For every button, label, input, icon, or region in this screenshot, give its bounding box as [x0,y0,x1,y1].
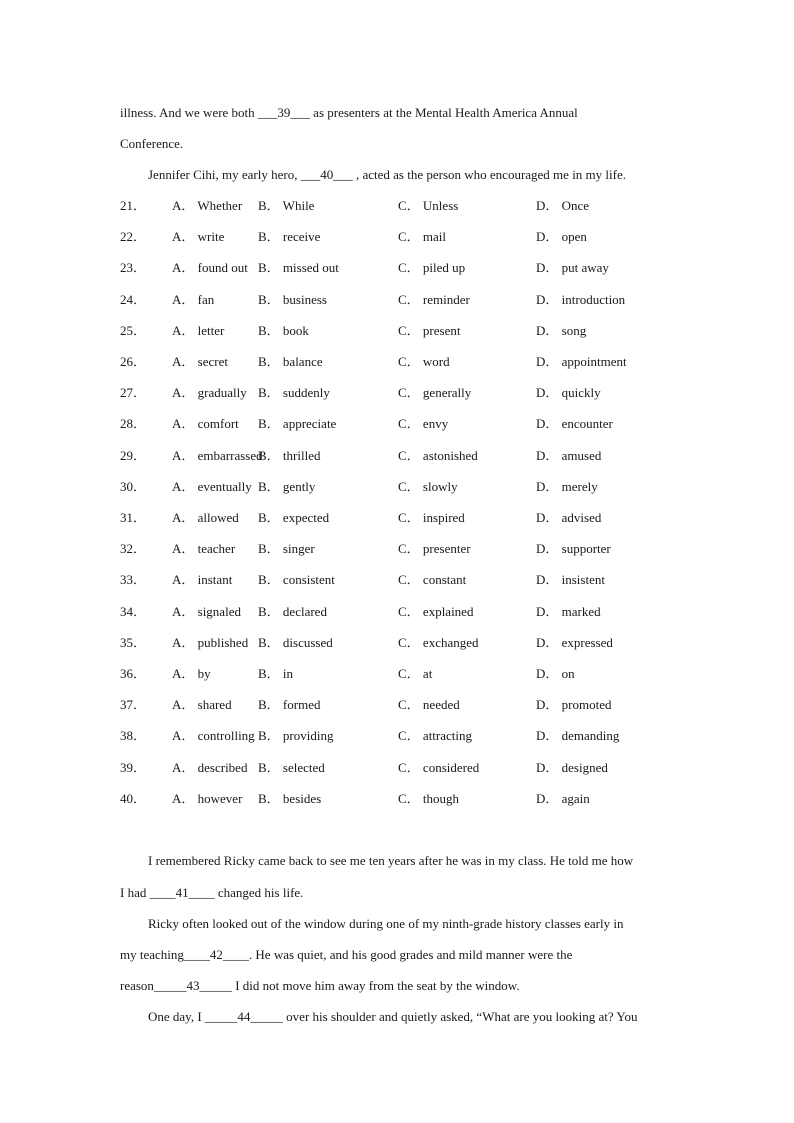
question-row [120,448,680,464]
option-a: A． by [172,666,211,681]
option-c: C． constant [398,572,467,587]
passage2-p3-line1 [148,1009,637,1025]
question-number: 35． [120,635,147,650]
option-b: B． missed out [258,260,339,275]
question-number: 37． [120,697,147,712]
option-b: B． formed [258,697,321,712]
question-number: 33． [120,572,147,587]
passage1-line3 [148,167,626,183]
question-row [120,385,680,401]
text-segment: my teaching [120,947,184,962]
option-d: D． appointment [536,354,627,369]
option-d: D． demanding [536,728,620,743]
option-a: A． write [172,229,225,244]
option-b: B． appreciate [258,416,337,431]
option-a: A． letter [172,323,225,338]
option-c: C． explained [398,604,474,619]
option-b: B． declared [258,604,327,619]
option-b: B． While [258,198,315,213]
option-d: D． on [536,666,575,681]
option-a: A． gradually [172,385,247,400]
passage2-p2-line2 [120,947,572,963]
blank-43: _____43_____ [153,978,232,993]
option-d: D． expressed [536,635,613,650]
passage2-p2-line1: Ricky often looked out of the window during one of my ninth-grade history classes early in [148,916,624,931]
option-b: B． suddenly [258,385,330,400]
option-d: D． marked [536,604,601,619]
blank-42: ____42____ [183,947,249,962]
option-a: A． teacher [172,541,236,556]
question-row [120,260,680,276]
question-row [120,604,680,620]
text-segment: illness. And we were both [120,105,258,120]
option-c: C． envy [398,416,449,431]
option-b: B． balance [258,354,323,369]
question-number: 22． [120,229,147,244]
question-row [120,510,680,526]
text-segment: changed his life. [214,885,304,900]
question-number: 31． [120,510,147,525]
passage2-p2-line3 [120,978,520,994]
text-segment: One day, I [148,1009,205,1024]
question-number: 27． [120,385,147,400]
question-row [120,635,680,651]
question-row [120,791,680,807]
option-b: B． consistent [258,572,335,587]
option-b: B． selected [258,760,325,775]
question-row [120,697,680,713]
passage2-p1-line2 [120,885,303,901]
option-a: A． embarrassed [172,448,263,463]
option-b: B． providing [258,728,334,743]
option-b: B． gently [258,479,316,494]
option-c: C． inspired [398,510,465,525]
option-c: C． mail [398,229,447,244]
option-d: D． open [536,229,587,244]
option-b: B． business [258,292,327,307]
passage1-line2: Conference. [120,136,184,151]
option-c: C． slowly [398,479,458,494]
question-number: 40． [120,791,147,806]
question-row [120,229,680,245]
option-d: D． supporter [536,541,611,556]
question-row [120,728,680,744]
question-number: 34． [120,604,147,619]
question-number: 32． [120,541,147,556]
question-number: 21． [120,198,147,213]
option-d: D． advised [536,510,602,525]
question-number: 36． [120,666,147,681]
question-row [120,416,680,432]
option-d: D． promoted [536,697,612,712]
option-c: C． at [398,666,433,681]
option-a: A． comfort [172,416,239,431]
question-number: 24． [120,292,147,307]
question-number: 23． [120,260,147,275]
option-d: D． song [536,323,587,338]
option-d: D． designed [536,760,608,775]
passage1-line1 [120,105,578,121]
text-segment: reason [120,978,154,993]
option-a: A． fan [172,292,215,307]
option-c: C． astonished [398,448,478,463]
option-b: B． discussed [258,635,333,650]
text-segment: as presenters at the Mental Health America Annual [309,105,578,120]
text-segment: . He was quiet, and his good grades and mild manner were the [248,947,573,962]
option-a: A． however [172,791,243,806]
text-segment: , acted as the person who encouraged me in my life. [352,167,626,182]
option-c: C． present [398,323,461,338]
option-a: A． allowed [172,510,239,525]
option-d: D． introduction [536,292,626,307]
blank-41: ____41____ [149,885,215,900]
blank-44: _____44_____ [204,1009,283,1024]
blank-40: ___40___ [300,167,353,182]
question-number: 25． [120,323,147,338]
option-a: A． controlling [172,728,255,743]
text-segment: Jennifer Cihi, my early hero, [148,167,301,182]
option-a: A． shared [172,697,232,712]
option-c: C． considered [398,760,480,775]
question-number: 26． [120,354,147,369]
option-c: C． exchanged [398,635,479,650]
question-number: 39． [120,760,147,775]
option-c: C． word [398,354,450,369]
option-b: B． singer [258,541,315,556]
option-c: C． presenter [398,541,471,556]
question-number: 28． [120,416,147,431]
option-a: A． found out [172,260,248,275]
question-row [120,479,680,495]
option-d: D． put away [536,260,609,275]
question-row [120,292,680,308]
option-c: C． Unless [398,198,459,213]
option-d: D． Once [536,198,590,213]
question-row [120,541,680,557]
question-row [120,198,680,214]
text-segment: over his shoulder and quietly asked, “What are you looking at? You [282,1009,638,1024]
question-row [120,354,680,370]
blank-39: ___39___ [257,105,310,120]
option-b: B． receive [258,229,321,244]
option-c: C． generally [398,385,472,400]
option-b: B． thrilled [258,448,321,463]
option-c: C． needed [398,697,460,712]
option-d: D． merely [536,479,598,494]
option-d: D． again [536,791,590,806]
passage2-p1-line1: I remembered Ricky came back to see me ten years after he was in my class. He told me how [148,853,634,868]
option-b: B． expected [258,510,330,525]
option-a: A． described [172,760,248,775]
question-number: 29． [120,448,147,463]
question-number: 30． [120,479,147,494]
option-c: C． attracting [398,728,473,743]
text-segment: I had [120,885,150,900]
option-c: C． piled up [398,260,466,275]
option-d: D． insistent [536,572,605,587]
option-a: A． eventually [172,479,252,494]
option-a: A． Whether [172,198,243,213]
option-b: B． in [258,666,294,681]
option-b: B． besides [258,791,322,806]
option-d: D． amused [536,448,602,463]
option-c: C． though [398,791,460,806]
option-d: D． encounter [536,416,613,431]
option-d: D． quickly [536,385,601,400]
text-segment: I did not move him away from the seat by the window. [231,978,520,993]
question-row [120,760,680,776]
question-row [120,666,680,682]
option-b: B． book [258,323,309,338]
question-row [120,323,680,339]
option-a: A． published [172,635,249,650]
option-a: A． instant [172,572,233,587]
question-row [120,572,680,588]
option-a: A． secret [172,354,228,369]
option-a: A． signaled [172,604,241,619]
option-c: C． reminder [398,292,470,307]
question-number: 38． [120,728,147,743]
